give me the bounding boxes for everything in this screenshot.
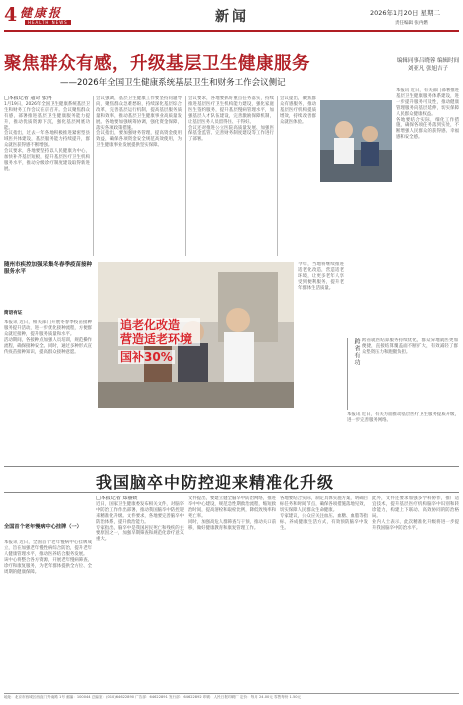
lead-byline: □本报记者 寇奇 张冉 [4,96,52,101]
issue-date: 2026年1月20日 星期二 [370,9,441,17]
article-column-3: 会议要求，各地要抓好重点任务落实，持续推进基层医疗卫生机构能力建设，强化家庭医生签约服务，提升基层慢病管理水平，加强基层人才队伍建设，完善激励保障机制，让基层医务人员留得住、干得好。 会议还对推进公立医院高质量发展、加强医保基金监管、完善财务制度建设等工作进行了部署。 [188,96,274,143]
section-title: 新闻 [215,9,249,25]
article-column-6: 今年，当地将继续推进适老化改造，营造适老环境，让更多老年人享受到便利服务，提升老年群体生活质量。 [298,262,344,291]
photo-overlay-text [118,318,200,364]
sidebar-box [347,338,460,410]
section2-column-4: 此外，文件还要求加强多学科协作，推广适宜技术，提升基层医疗机构脑卒中识别和转诊能力，构建上下联动、高效协同的防治格局。 业内人士表示，此次精准化升级将进一步提升我国脑卒中防治水平。 [372,496,459,531]
article-column-2: 会议强调，基层卫生健康工作要坚持问题导向，聚焦群众急难愁盼，持续深化基层综合改革，完善基层运行机制，提高基层服务质量和效率，推动基层卫生健康事业高质量发展。各地要加强统筹协调，强化资金保障，落实各项政策措施。 会议指出，要加强财务管理，提高资金使用效益，确保各项资金安全规范高效使用，为卫生健康事业发展提供坚实保障。 [96,96,182,149]
sidebar-text: 跨省就医结算服务持续优化，群众异地就医更加便捷，直接结算覆盖面不断扩大，有效减轻了群众垫资压力和跑腿负担。 [362,338,458,355]
lead-subheadline: ——2026年全国卫生健康系统基层卫生和财务工作会议侧记 [60,78,286,88]
section2-column-3: 各地要结合实际，制定具体实施方案，明确目标任务和时间节点，确保各项措施落地见效，切实保障人民群众生命健康。 专家建议，公众应关注血压、血糖、血脂等指标，养成健康生活方式，有效预防脑卒中发生。 [280,496,368,531]
masthead [0,0,463,34]
section2-column-1: □本报记者 郑丽媛 近日，国家卫生健康委发布相关文件，对脑卒中防治工作作出部署，推动我国脑卒中防控迎来精准化升级。文件要求，各地要完善脑卒中防治体系，提升救治能力。 专家指出，脑卒中是我国居民死亡和残疾的主要原因之一，加强早期筛查和规范化诊疗意义重大。 [96,496,184,543]
article-column-1: □本报记者 寇奇 张冉 1月19日，2026年全国卫生健康系统基层卫生和财务工作会议在京召开。会议聚焦群众有感，部署推进基层卫生健康服务能力提升，推动优质资源下沉，强化基层网底功能。 会议指出，过去一年各地积极推进紧密型县域医共体建设，基层服务能力持续提升，群众就医获得感不断增强。 会议要求，各地要坚持以人民健康为中心，加快补齐基层短板，提升基层医疗卫生机构服务水平，推动分级诊疗制度建设取得新进展。 [4,96,90,172]
section2-side-article: 本报讯 近日，全国首个老年慢病中心挂牌成立，旨在加强老年慢性病综合防治，提升老年人健康管理水平，推动医养结合服务发展。 该中心将整合各方资源，开展老年慢病筛查、诊疗和康复服务，为老年群体提供全方位、全周期的健康保障。 [4,540,92,575]
overlay-line-2 [118,332,200,346]
overlay-line-2a: 营造适老环境 [120,332,193,346]
section2-headline: 我国脑卒中防控迎来精准化升级 [96,473,335,492]
article-photo-small [320,100,392,182]
column-divider [185,96,186,256]
section-rule-top [4,466,459,467]
header-rule [4,30,459,32]
sidebar-title: 跨省有功 [353,338,360,366]
section2-byline: □本报记者 郑丽媛 [96,496,138,501]
newspaper-logo-en: HEALTH NEWS [25,20,71,25]
column-divider [93,96,94,256]
overlay-line-3: 国补30% [120,350,173,364]
section2-side-title: 全国首个老年慢病中心挂牌（一） [4,524,82,530]
lead-headline: 聚焦群众有感，升级基层卫生健康服务 [4,54,310,74]
article-column-5: 本报讯 近日，有关部门部署推进基层卫生健康服务体系建设，进一步提升服务可及性，推动健康管理服务向基层延伸，切实保障人民群众健康权益。 各地要结合实际，细化工作措施，确保各项任务落到实处，不断增强人民群众的获得感、幸福感和安全感。 [396,88,459,141]
photo-caption: 随州市疾控加强采集冬春季疫苗接种服务水平 [4,262,93,275]
article-column-4: 会议提出，聚焦群众有感服务，推动基层医疗机构提质增效，持续改善群众就医体验。 [280,96,316,125]
side-lead: 编辑同事吕晓蓉 编辑时间刘亚凡 张旭吉子 [396,58,460,72]
article-column-7: 本报讯 近日，有关方面推动基层医疗卫生服务提质升级，进一步完善服务网络。 [347,412,459,423]
page-number: 4 [4,4,18,26]
overlay-line-1: 追老化改造 [118,318,200,332]
section2-column-2: 文件提出，要建立健全脑卒中防治网络，推进卒中中心建设，规范急性期救治流程，缩短救治时间，提高溶栓和取栓比例，降低致残率和死亡率。 同时，加强高危人群筛查与干预，推动关口前移，做好健康教育和康复管理工作。 [188,496,276,531]
newspaper-logo: 健康报 [20,6,63,20]
section-rule-bottom [4,492,459,493]
side-title: 简语有证 [4,311,23,316]
side-article: 本报讯 近日，相关部门开展冬春季疫苗接种服务提升活动，进一步优化接种流程，方便群众就近接种，提升服务质量和水平。 活动期间，各接种点加强人员培训，规范操作流程，确保接种安全。同时，通过多种形式宣传疫苗接种知识，提高群众接种意愿。 [4,320,92,355]
column-divider [277,96,278,256]
page-editor: 责任编辑 张冉燃 [395,21,428,26]
page-footer: 地址：北京市西城区西直门外南路 1号 邮编：100044 总编室：(010)64622890 广告部：64622891 发行部：64622892 印刷：人民日报印刷厂 定价：每月 24.00元 零售每份 1.50元 [4,693,459,700]
